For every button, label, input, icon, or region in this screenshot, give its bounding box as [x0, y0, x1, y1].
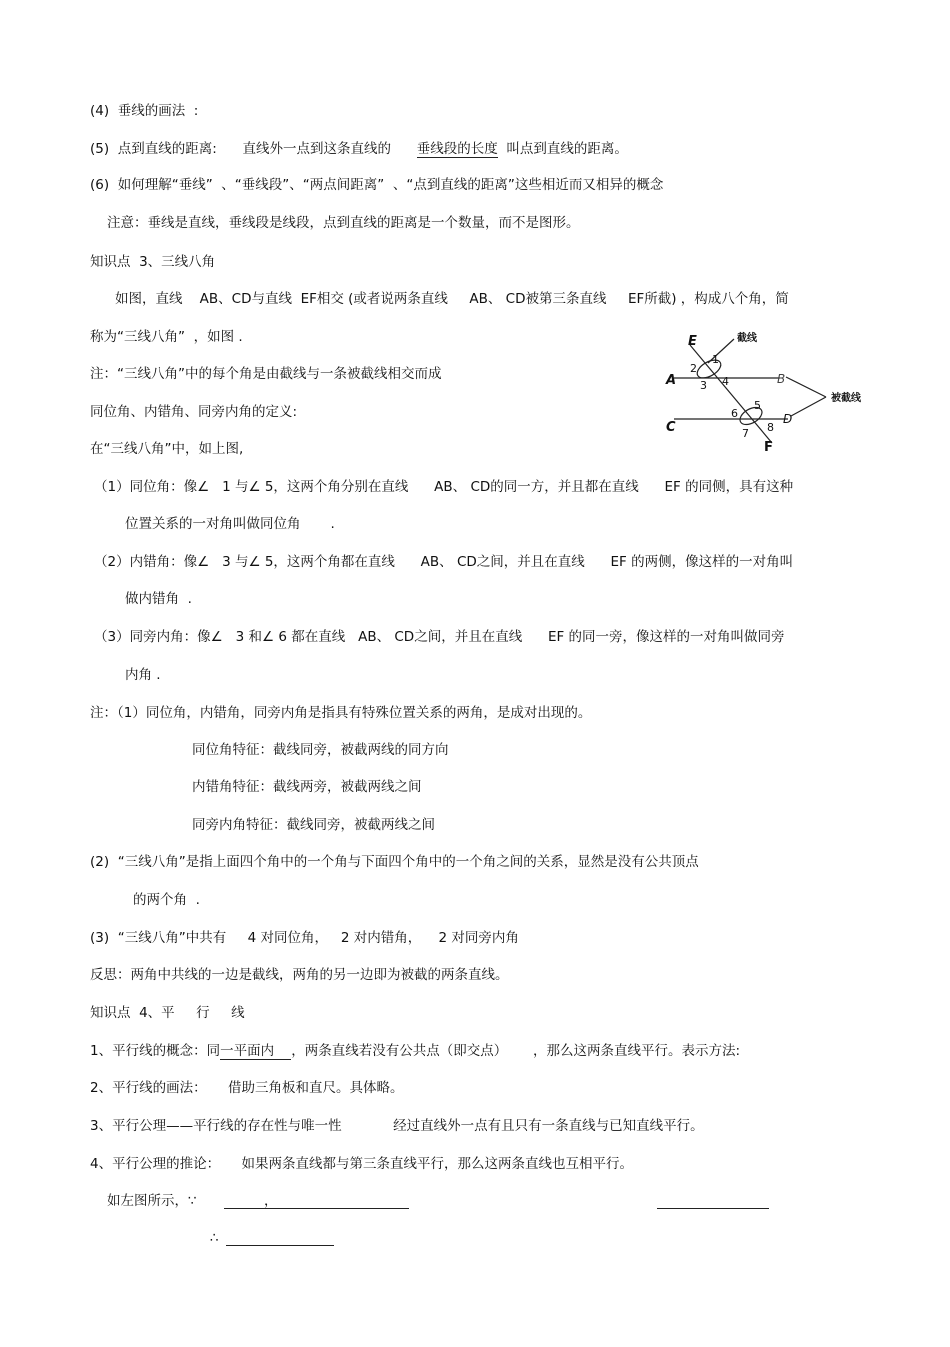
text-segment: (5) 点到直线的距离: 直线外一点到这条直线的	[90, 141, 417, 157]
definition-line: （3）同旁内角：像∠ 3 和∠ 6 都在直线 AB、 CD之间，并且在直线 EF 的同一旁，像这样的一对角叫做同旁	[94, 629, 785, 645]
feature-line: 同位角特征：截线同旁，被截两线的同方向	[192, 742, 449, 758]
definition-line: 内角 .	[125, 667, 161, 683]
angle-2-label: 2	[690, 362, 697, 375]
therefore-symbol: ∴	[210, 1230, 219, 1246]
text-line: 的两个角 .	[133, 892, 200, 908]
label-e: E	[688, 334, 697, 349]
definition-line: （1）同位角：像∠ 1 与∠ 5，这两个角分别在直线 AB、 CD的同一方，并且都在直线 EF 的同侧，具有这种	[94, 479, 794, 495]
three-lines-eight-angles-figure	[660, 327, 880, 457]
text-line: 如左图所示，∵	[107, 1193, 197, 1209]
text-line: (2) “三线八角”是指上面四个角中的一个角与下面四个角中的一个角之间的关系，显然是没有公共顶点	[90, 854, 699, 870]
text-line: 4、平行公理的推论： 如果两条直线都与第三条直线平行，那么这两条直线也互相平行。	[90, 1156, 634, 1172]
text-line: 同位角、内错角、同旁内角的定义:	[90, 404, 298, 420]
label-a: A	[666, 373, 677, 388]
feature-line: 内错角特征：截线两旁，被截两线之间	[192, 779, 422, 795]
label-b: B	[777, 372, 786, 386]
angle-3-label: 3	[700, 379, 707, 392]
text-segment: 1、平行线的概念：同	[90, 1043, 221, 1059]
label-transversal: 截线	[737, 333, 757, 344]
angle-8-label: 8	[767, 421, 774, 434]
section-heading: 知识点 4、平 行 线	[90, 1005, 245, 1021]
text-line: (4) 垂线的画法 :	[90, 103, 199, 119]
text-line: 3、平行公理——平行线的存在性与唯一性 经过直线外一点有且只有一条直线与已知直线平行。	[90, 1118, 704, 1134]
definition-line: （2）内错角：像∠ 3 与∠ 5，这两个角都在直线 AB、 CD之间，并且在直线 EF 的两侧，像这样的一对角叫	[94, 554, 794, 570]
answer-blank[interactable]	[224, 1208, 409, 1209]
reflection-line: 反思：两角中共线的一边是截线，两角的另一边即为被截的两条直线。	[90, 967, 509, 983]
pointer-line-cut-b	[786, 377, 826, 397]
text-line	[90, 1042, 740, 1060]
label-c: C	[666, 420, 676, 435]
angle-4-label: 4	[722, 375, 729, 388]
angle-5-label: 5	[754, 399, 761, 412]
text-line: (3) “三线八角”中共有 4 对同位角， 2 对内错角， 2 对同旁内角	[90, 930, 519, 946]
text-line	[90, 140, 628, 158]
label-f: F	[764, 440, 773, 455]
angle-7-label: 7	[742, 427, 749, 440]
feature-line: 同旁内角特征：截线同旁，被截两线之间	[192, 817, 435, 833]
text-segment: 叫点到直线的距离。	[497, 141, 628, 157]
label-d: D	[783, 412, 793, 426]
text-line: 如图，直线 AB、CD与直线 EF相交 (或者说两条直线 AB、 CD被第三条直线 EF所截) ，构成八个角，简	[115, 291, 789, 307]
comma-mark: ，	[264, 1193, 278, 1209]
answer-blank[interactable]	[226, 1245, 334, 1246]
definition-line: 做内错角 .	[125, 591, 192, 607]
text-line: (6) 如何理解“垂线” 、“垂线段”、“两点间距离” 、“点到直线的距离”这些相近而又相异的概念	[90, 177, 664, 193]
pointer-line-cut-d	[791, 397, 826, 416]
section-heading: 知识点 3、三线八角	[90, 254, 216, 270]
text-line: 2、平行线的画法： 借助三角板和直尺。具体略。	[90, 1080, 404, 1096]
underlined-answer: 垂线段的长度	[416, 141, 498, 157]
answer-blank[interactable]	[657, 1208, 769, 1209]
label-cut-lines: 被截线	[831, 393, 861, 404]
note-line: 注：（1）同位角，内错角，同旁内角是指具有特殊位置关系的两角，是成对出现的。	[90, 705, 592, 721]
angle-6-label: 6	[731, 407, 738, 420]
note-line: 注：“三线八角”中的每个角是由截线与一条被截线相交而成	[90, 366, 442, 382]
underlined-answer: 一平面内	[220, 1043, 292, 1059]
angle-1-label: 1	[712, 353, 719, 366]
transversal-ef	[690, 345, 772, 443]
text-line: 称为“三线八角” ，如图 .	[90, 329, 243, 345]
note-line: 注意：垂线是直线，垂线段是线段，点到直线的距离是一个数量，而不是图形。	[107, 215, 580, 231]
text-segment: ，两条直线若没有公共点（即交点） ，那么这两条直线平行。表示方法:	[291, 1043, 741, 1059]
definition-line: 位置关系的一对角叫做同位角 .	[125, 516, 335, 532]
text-line: 在“三线八角”中，如上图,	[90, 441, 244, 457]
